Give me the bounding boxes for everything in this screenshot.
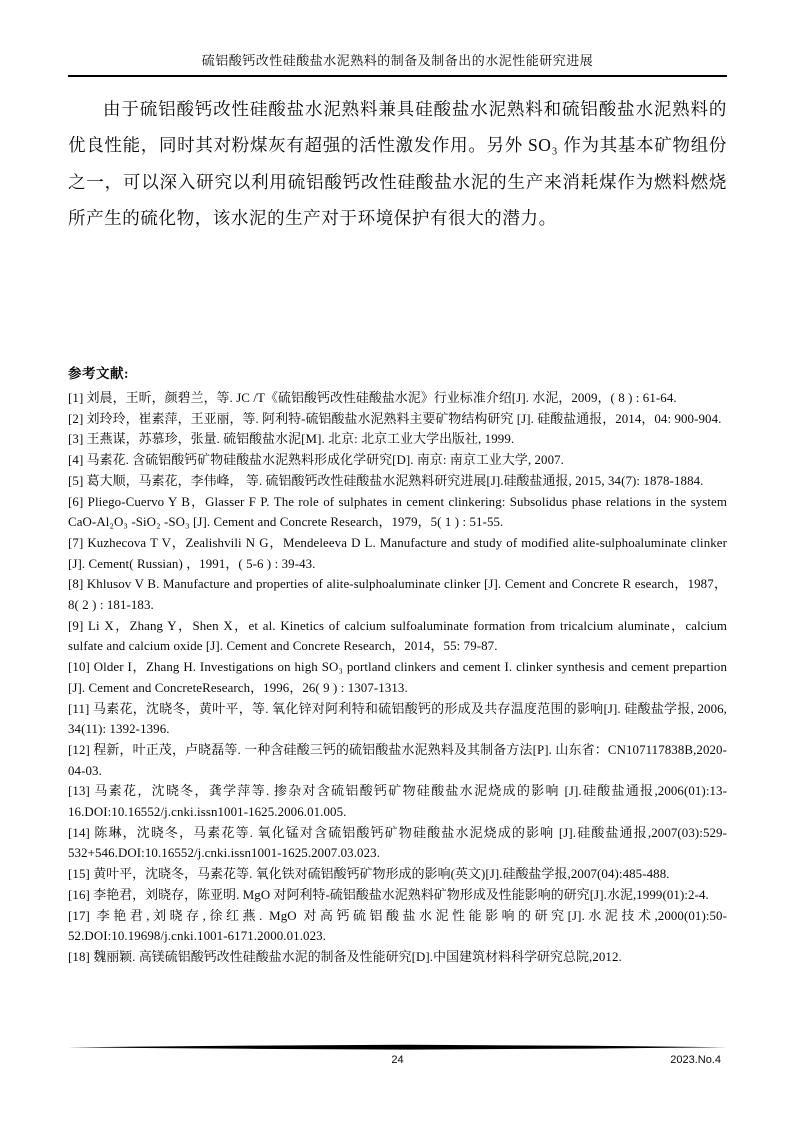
reference-item: [5] 葛大顺，马素花，李伟峰， 等. 硫铝酸钙改性硅酸盐水泥熟料研究进展[J].硅酸盐通报, 2015, 34(7): 1878-1884. bbox=[68, 473, 704, 488]
reference-item: [13] 马素花，沈晓冬，龚学萍等. 掺杂对含硫铝酸钙矿物硅酸盐水泥烧成的影响 [J].硅酸盐通报,2006(01):13-16.DOI:10.16552/j.cnki.issn1001-1625.2006.01.005. bbox=[68, 784, 727, 820]
reference-item: [9] Li X，Zhang Y，Shen X，et al. Kinetics of calcium sulfoaluminate formation from tricalcium aluminate，calcium sulfate and calcium oxide [J]. Cement and Concrete Research，2014，55: 79-87. bbox=[68, 618, 727, 654]
header-divider bbox=[68, 75, 727, 77]
reference-item: [4] 马素花. 含硫铝酸钙矿物硅酸盐水泥熟料形成化学研究[D]. 南京: 南京工业大学, 2007. bbox=[68, 453, 564, 468]
reference-item: [16] 李艳君，刘晓存，陈亚明. MgO 对阿利特-硫铝酸盐水泥熟料矿物形成及性能影响的研究[J].水泥,1999(01):2-4. bbox=[68, 887, 709, 902]
page-number: 24 bbox=[391, 1054, 404, 1066]
reference-item: [14] 陈琳，沈晓冬，马素花等. 氧化锰对含硫铝酸钙矿物硅酸盐水泥烧成的影响 [J].硅酸盐通报,2007(03):529-532+546.DOI:10.16552/j.cnki.issn1001-1625.2007.03.023. bbox=[68, 825, 727, 861]
reference-item: [8] Khlusov V B. Manufacture and properties of alite-sulphoaluminate clinker [J]. Cement and Concrete R esearch，1987，8( 2 ) : 181-183. bbox=[68, 577, 727, 613]
references-heading: 参考文献: bbox=[68, 366, 129, 381]
reference-item: [18] 魏丽颖. 高镁硫铝酸钙改性硅酸盐水泥的制备及性能研究[D].中国建筑材料科学研究总院,2012. bbox=[68, 949, 622, 964]
footer-rule-decoration bbox=[68, 1044, 727, 1051]
reference-item: [11] 马素花，沈晓冬，黄叶平，等. 氧化锌对阿利特和硫铝酸钙的形成及共存温度范围的影响[J]. 硅酸盐学报, 2006, 34(11): 1392-1396. bbox=[68, 701, 727, 737]
reference-item: [7] Kuzhecova T V，Zealishvili N G，Mendeleeva D L. Manufacture and study of modified alite-sulphoaluminate clinker [J]. Cement( Russian) ，1991，( 5-6 ) : 39-43. bbox=[68, 535, 727, 571]
reference-item: [3] 王燕谋，苏慕珍，张量. 硫铝酸盐水泥[M]. 北京: 北京工业大学出版社, 1999. bbox=[68, 432, 515, 447]
page-content bbox=[68, 0, 727, 237]
running-head bbox=[68, 0, 727, 77]
references-section bbox=[68, 362, 727, 968]
references-list bbox=[68, 388, 727, 968]
reference-item: [6] Pliego-Cuervo Y B，Glasser F P. The role of sulphates in cement clinkering: Subsolidus phase relations in the system CaO-Al₂O₃ -SiO₂ -SO₃ [J]. Cement and Concrete Research，1979，5( 1 ) : 51-55. bbox=[68, 494, 727, 530]
page-footer bbox=[68, 1044, 727, 1067]
reference-item: [15] 黄叶平，沈晓冬，马素花等. 氧化铁对硫铝酸钙矿物形成的影响(英文)[J].硅酸盐学报,2007(04):485-488. bbox=[68, 867, 670, 882]
reference-item: [17] 李艳君,刘晓存,徐红燕. MgO 对高钙硫铝酸盐水泥性能影响的研究[J].水泥技术,2000(01):50-52.DOI:10.19698/j.cnki.1001-6171.2000.01.023. bbox=[68, 908, 727, 944]
issue-label: 2023.No.4 bbox=[670, 1054, 721, 1066]
page-header-title: 硫铝酸钙改性硅酸盐水泥熟料的制备及制备出的水泥性能研究进展 bbox=[201, 53, 594, 68]
reference-item: [12] 程新，叶正茂，卢晓磊等. 一种含硅酸三钙的硫铝酸盐水泥熟料及其制备方法[P]. 山东省：CN107117838B,2020-04-03. bbox=[68, 742, 727, 778]
reference-item: [1] 刘晨，王昕，颜碧兰，等. JC /T《硫铝酸钙改性硅酸盐水泥》行业标准介绍[J]. 水泥，2009，( 8 ) : 61-64. bbox=[68, 391, 677, 405]
reference-item: [2] 刘玲玲，崔素萍，王亚丽，等. 阿利特-硫铝酸盐水泥熟料主要矿物结构研究 [J]. 硅酸盐通报，2014，04: 900-904. bbox=[68, 411, 722, 426]
body-paragraph: 由于硫铝酸钙改性硅酸盐水泥熟料兼具硅酸盐水泥熟料和硫铝酸盐水泥熟料的优良性能，同时其对粉煤灰有超强的活性激发作用。另外 SO₃ 作为其基本矿物组份之一，可以深入研究以利用硫铝酸钙改性硅酸盐水泥的生产来消耗煤作为燃料燃烧所产生的硫化物，该水泥的生产对于环境保护有很大的潜力。 bbox=[68, 99, 727, 229]
reference-item: [10] Older I，Zhang H. Investigations on high SO₃ portland clinkers and cement I. clinker synthesis and cement prepartion [J]. Cement and ConcreteResearch，1996，26( 9 ) : 1307-1313. bbox=[68, 660, 727, 695]
footer-row bbox=[68, 1053, 727, 1067]
